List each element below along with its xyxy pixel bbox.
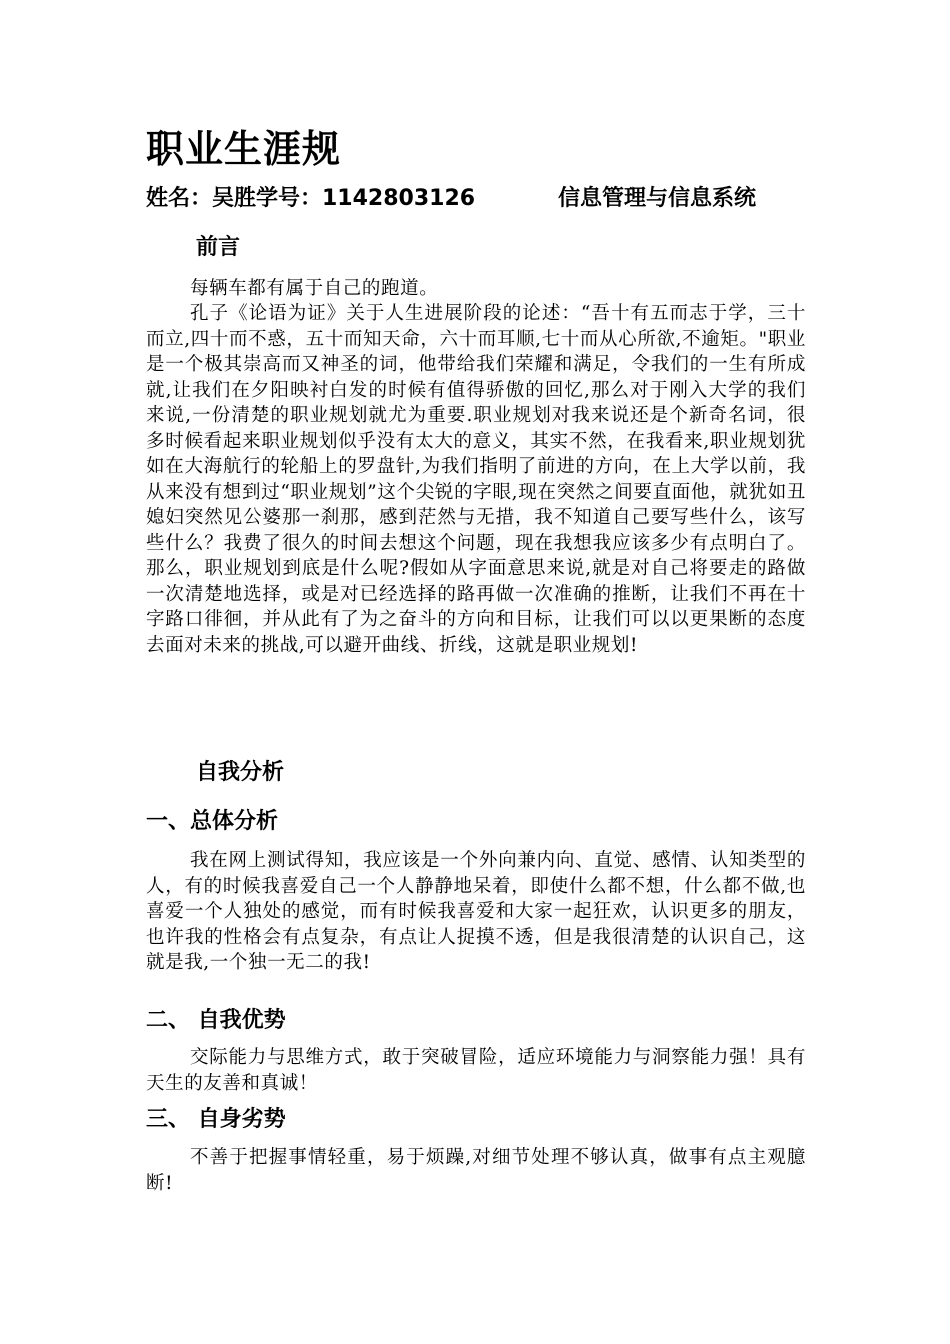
weaknesses-text: 不善于把握事情轻重，易于烦躁,对细节处理不够认真，做事有点主观臆断! [146,1147,806,1194]
preface-paragraph-1: 每辆车都有属于自己的跑道。 [190,278,439,299]
strengths-heading: 二、 自我优势 [146,1008,286,1033]
self-analysis-heading: 自我分析 [196,760,285,785]
preface-heading: 前言 [196,235,241,260]
document-title: 职业生涯规 [146,127,342,171]
strengths-text: 交际能力与思维方式，敢于突破冒险，适应环境能力与洞察能力强！具有天生的友善和真诚！ [146,1047,806,1094]
major-label: 信息管理与信息系统 [558,186,757,211]
overall-analysis-heading: 一、总体分析 [146,809,279,834]
weaknesses-heading: 三、 自身劣势 [146,1107,286,1132]
name-and-student-id: 姓名：吴胜学号：1142803126 [146,186,476,211]
author-info-line [146,181,826,217]
overall-analysis-text: 我在网上测试得知，我应该是一个外向兼内向、直觉、感情、认知类型的人，有的时候我喜爱自己一个人静静地呆着，即使什么都不想，什么都不做,也喜爱一个人独处的感觉，而有时候我喜爱和大家一起狂欢，认识更多的朋友，也许我的性格会有点复杂，有点让人捉摸不透，但是我很清楚的认识自己，这就是我,一个独一无二的我! [146,850,806,973]
preface-paragraph-2: 孔子《论语为证》关于人生进展阶段的论述：“吾十有五而志于学，三十而立,四十而不惑，五十而知天命，六十而耳顺,七十而从心所欲,不逾矩。"职业是一个极其崇高而又神圣的词，他带给我们荣耀和满足，令我们的一生有所成就,让我们在夕阳映衬白发的时候有值得骄傲的回忆,那么对于刚入大学的我们来说,一份清楚的职业规划就尤为重要.职业规划对我来说还是个新奇名词，很多时候看起来职业规划似乎没有太大的意义，其实不然，在我看来,职业规划犹如在大海航行的轮船上的罗盘针,为我们指明了前进的方向，在上大学以前，我从来没有想到过“职业规划”这个尖锐的字眼,现在突然之间要直面他，就犹如丑媳妇突然见公婆那一刹那，感到茫然与无措，我不知道自己要写些什么，该写些什么？我费了很久的时间去想这个问题，现在我想我应该多少有点明白了。那么，职业规划到底是什么呢?假如从字面意思来说,就是对自己将要走的路做一次清楚地选择，或是对已经选择的路再做一次准确的推断，让我们不再在十字路口徘徊，并从此有了为之奋斗的方向和目标，让我们可以以更果断的态度去面对未来的挑战,可以避开曲线、折线，这就是职业规划! [146,303,806,656]
